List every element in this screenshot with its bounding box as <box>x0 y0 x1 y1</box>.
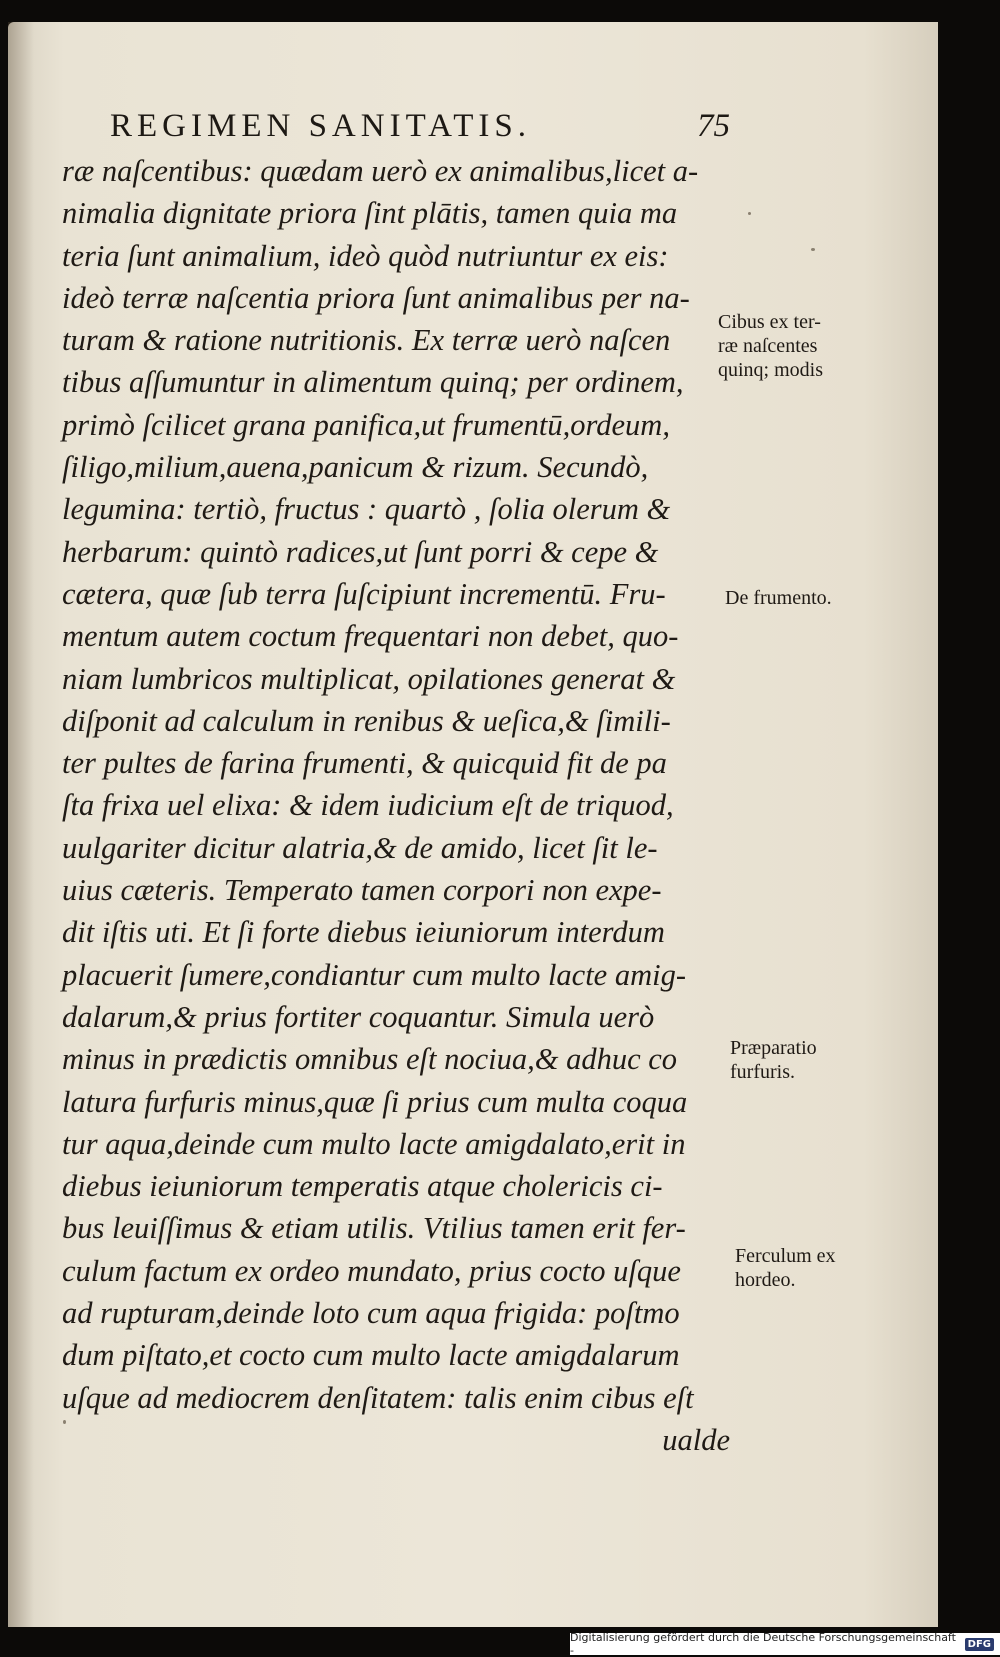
running-title: REGIMEN SANITATIS. <box>110 108 532 144</box>
note-line: Præparatio <box>730 1037 817 1059</box>
credit-text: Digitalisierung gefördert durch die Deutsche Forschungsgemeinschaft - <box>570 1631 956 1657</box>
spine-shadow <box>8 22 34 1627</box>
text-line: ter pultes de farina frumenti, & quicquid fit de pa <box>62 746 667 781</box>
text-line: diſponit ad calculum in renibus & ueſica,& ſimili- <box>62 703 671 738</box>
text-line: latura furfuris minus,quæ ſi prius cum multa coqua <box>62 1084 688 1119</box>
text-line: ſta frixa uel elixa: & idem iudicium eſt de triquod, <box>62 788 674 823</box>
digitization-credit <box>570 1633 1000 1655</box>
note-line: quinq; modis <box>718 359 824 381</box>
marginal-note-cibus <box>718 310 823 382</box>
catchword: ualde <box>662 1422 730 1457</box>
text-line: legumina: tertiò, fructus : quartò , ſolia olerum & <box>62 492 671 527</box>
text-line: dum piſtato,et cocto cum multo lacte amigdalarum <box>62 1338 680 1373</box>
text-line: ad rupturam,deinde loto cum aqua frigida: poſtmo <box>62 1296 680 1331</box>
marginal-note-frumento <box>725 586 832 610</box>
text-line: diebus ieiuniorum temperatis atque cholericis ci- <box>62 1169 663 1204</box>
paper-speck <box>748 212 751 215</box>
marginal-note-hordeo <box>735 1244 836 1292</box>
text-line: uius cæteris. Temperato tamen corpori non expe- <box>62 873 662 908</box>
note-line: Ferculum ex <box>735 1245 836 1267</box>
paper-speck <box>63 1420 66 1424</box>
main-text-block <box>62 150 762 1461</box>
note-line: Cibus ex ter- <box>718 311 821 333</box>
page-number: 75 <box>697 108 730 144</box>
text-line: tibus aſſumuntur in alimentum quinq; per ordinem, <box>62 365 684 400</box>
text-line: culum factum ex ordeo mundato, prius cocto uſque <box>62 1253 681 1288</box>
text-line: uulgariter dicitur alatria,& de amido, licet ſit le- <box>62 830 658 865</box>
dfg-logo: DFG <box>965 1638 994 1651</box>
text-line: ſiligo,milium,auena,panicum & rizum. Secundò, <box>62 450 649 485</box>
text-line: primò ſcilicet grana panifica,ut frumentū,ordeum, <box>62 407 670 442</box>
text-line: turam & ratione nutritionis. Ex terræ uerò naſcen <box>62 323 671 358</box>
text-line: ræ naſcentibus: quædam uerò ex animalibus,licet a- <box>62 154 699 188</box>
text-line: cætera, quæ ſub terra ſuſcipiunt incrementū. Fru- <box>62 576 666 611</box>
text-line: dalarum,& prius fortiter coquantur. Simula uerò <box>62 999 655 1034</box>
text-line: herbarum: quintò radices,ut ſunt porri & cepe & <box>62 534 659 569</box>
text-line: placuerit ſumere,condiantur cum multo lacte amig- <box>62 957 686 992</box>
text-line: minus in prædictis omnibus eſt nociua,& adhuc co <box>62 1042 678 1077</box>
note-line: hordeo. <box>735 1269 796 1291</box>
note-line: furfuris. <box>730 1061 795 1083</box>
text-line: tur aqua,deinde cum multo lacte amigdalato,erit in <box>62 1126 686 1161</box>
text-line: niam lumbricos multiplicat, opilationes generat & <box>62 661 676 696</box>
running-header <box>110 108 730 145</box>
text-line: ideò terræ naſcentia priora ſunt animalibus per na- <box>62 280 690 315</box>
note-line: De frumento. <box>725 587 832 609</box>
text-line: teria ſunt animalium, ideò quòd nutriuntur ex eis: <box>62 238 669 273</box>
note-line: ræ naſcentes <box>718 335 818 357</box>
paper-speck <box>811 248 815 251</box>
text-line: uſque ad mediocrem denſitatem: talis enim cibus eſt <box>62 1380 694 1415</box>
text-line: bus leuiſſimus & etiam utilis. Vtilius tamen erit fer- <box>62 1211 686 1246</box>
text-line: mentum autem coctum frequentari non debet, quo- <box>62 619 679 654</box>
text-line: nimalia dignitate priora ſint plātis, tamen quia ma <box>62 196 678 231</box>
marginal-note-furfuris <box>730 1036 817 1084</box>
text-line: dit iſtis uti. Et ſi forte diebus ieiuniorum interdum <box>62 915 665 950</box>
